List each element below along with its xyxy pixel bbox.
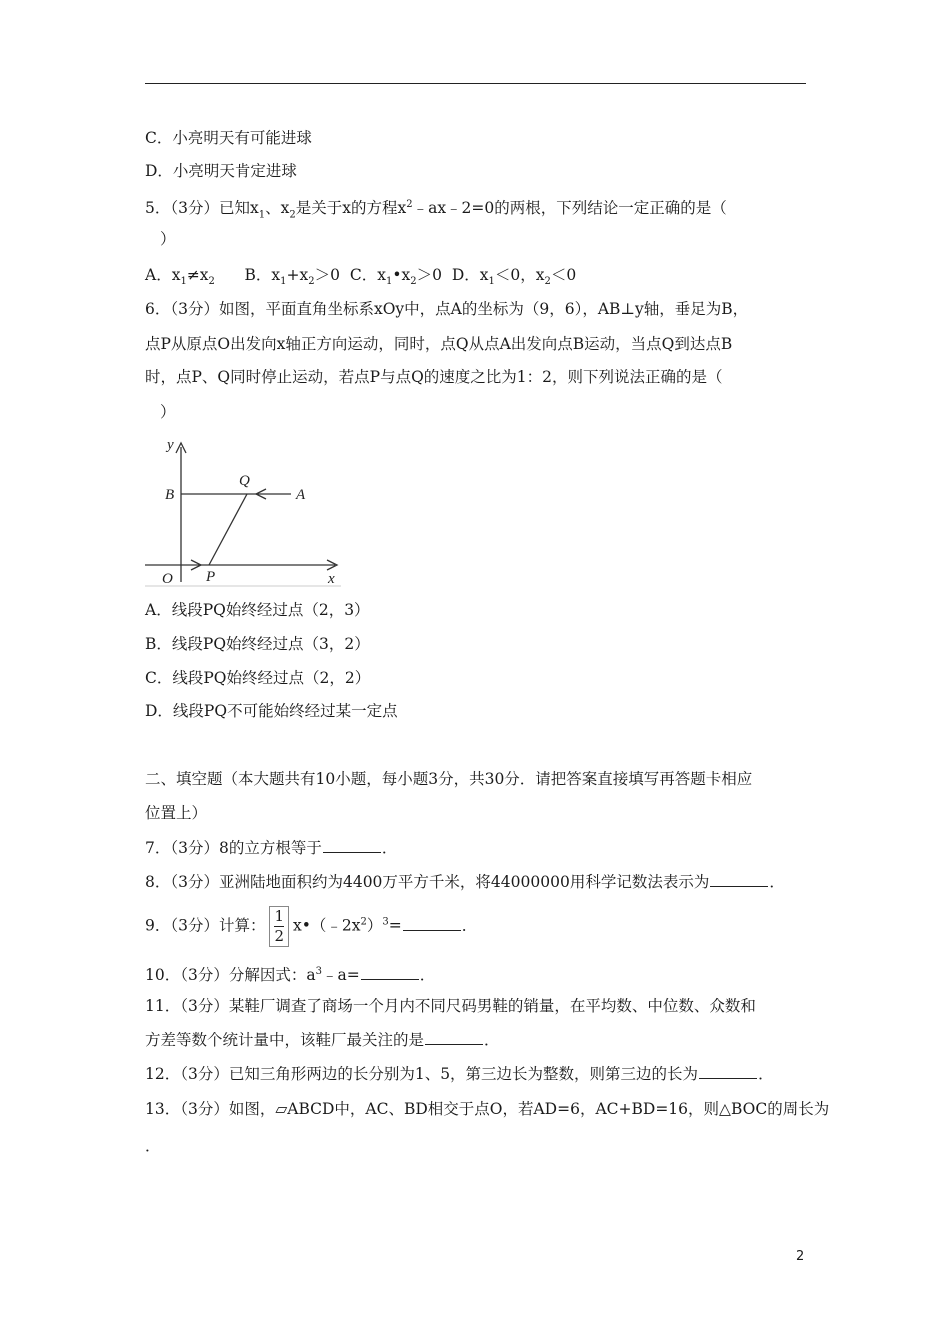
label-x: x — [328, 571, 335, 587]
answer-blank — [403, 916, 461, 931]
question-6-line4: ） — [160, 403, 176, 421]
option-b-q6: B．线段PQ始终经过点（3，2） — [145, 635, 370, 653]
option-a-q5: A．$x_1\ne x_2$ — [145, 266, 215, 288]
option-b-q5: B．$x_1+x_2>0$ — [244, 266, 340, 288]
answer-blank — [323, 838, 381, 853]
answer-blank — [361, 965, 419, 980]
coordinate-figure — [145, 437, 341, 587]
question-5-line1: 5．（3分）已知$x_1$、$x_2$是关于x的方程$x^2﹣ax﹣2=0$的两根，下列结论一定正确的是（ — [145, 199, 727, 221]
label-o: O — [162, 571, 173, 587]
question-13-line1: 13．（3分）如图，▱ABCD中，AC、BD相交于点O，若AD=6，AC+BD=16，则△BOC的周长为 — [145, 1100, 830, 1118]
question-11-line2: 方差等数个统计量中，该鞋厂最关注的是 ． — [145, 1031, 500, 1049]
label-y: y — [167, 437, 174, 453]
label-p: P — [206, 569, 216, 585]
fraction-half: $\frac{1}{2}$ — [269, 906, 289, 947]
option-d-q6: D．线段PQ不可能始终经过某一定点 — [145, 702, 398, 720]
page-number: 2 — [796, 1249, 805, 1264]
question-13-line2: ． — [145, 1137, 161, 1155]
question-5-line2: ） — [160, 230, 176, 248]
option-c-q6: C．线段PQ始终经过点（2，2） — [145, 669, 371, 687]
question-12: 12．（3分）已知三角形两边的长分别为1、5，第三边长为整数，则第三边的长为 ． — [145, 1065, 774, 1083]
option-d-q4: D．小亮明天肯定进球 — [145, 162, 297, 180]
option-c-q5: C．$x_1•x_2>0$ — [349, 266, 442, 288]
question-6-line3: 时，点P、Q同时停止运动，若点P与点Q的速度之比为1：2，则下列说法正确的是（ — [145, 368, 723, 386]
question-9: 9．（3分）计算： $\frac{1}{2}$ $x•(﹣2x^2)^3=$ ． — [145, 907, 478, 945]
question-8: 8．（3分）亚洲陆地面积约为4400万平方千米，将44000000用科学记数法表示为 ． — [145, 873, 785, 891]
option-a-q6: A．线段PQ始终经过点（2，3） — [145, 601, 370, 619]
question-7: 7．（3分）8的立方根等于 ． — [145, 839, 398, 857]
question-10: 10．（3分）分解因式：$a^3﹣a=$ ． — [145, 966, 436, 985]
label-q: Q — [239, 473, 250, 489]
label-b: B — [165, 487, 175, 503]
answer-blank — [425, 1030, 483, 1045]
section-2-heading-line1: 二、填空题（本大题共有10小题，每小题3分，共30分．请把答案直接填写再答题卡相应 — [145, 770, 753, 788]
question-11-line1: 11．（3分）某鞋厂调查了商场一个月内不同尺码男鞋的销量，在平均数、中位数、众数和 — [145, 997, 756, 1015]
answer-blank — [710, 872, 768, 887]
option-d-q5: D．$x_1<0$，$x_2<0$ — [451, 266, 577, 288]
header-rule — [145, 83, 806, 84]
answer-blank — [699, 1064, 757, 1079]
label-a: A — [296, 487, 306, 503]
question-6-line2: 点P从原点O出发向x轴正方向运动，同时，点Q从点A出发向点B运动，当点Q到达点B — [145, 335, 733, 353]
option-c-q4: C．小亮明天有可能进球 — [145, 129, 312, 147]
question-5-options — [145, 265, 576, 292]
question-6-line1: 6．（3分）如图，平面直角坐标系xOy中，点A的坐标为（9，6），AB⊥y轴，垂足为B， — [145, 300, 749, 318]
section-2-heading-line2: 位置上） — [145, 804, 208, 822]
